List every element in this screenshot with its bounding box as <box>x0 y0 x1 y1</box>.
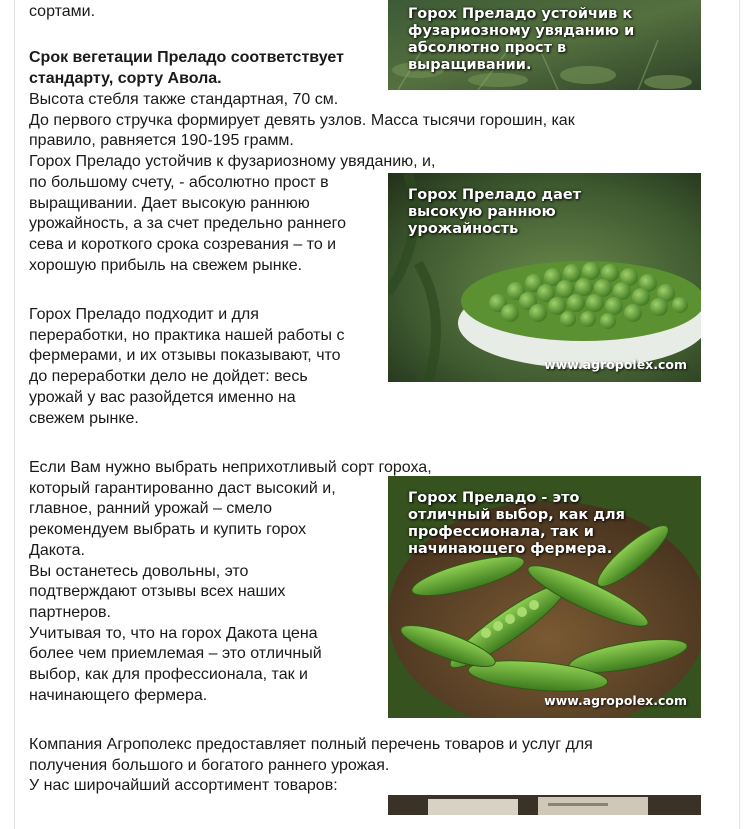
pea-bowl-watermark: www.agropolex.com <box>544 357 687 372</box>
pea-pods-image <box>388 476 701 718</box>
intro-tail: сортами. <box>29 3 96 20</box>
paragraph-1: Высота стебля также стандартная, 70 см. До первого стручка формирует девять узлов. Масса тысячи горошин, как правило, равняется 190-195 грамм. Горох Преладо устойчив к фузариозному увяданию, и, по большому счету, - абсолютно прост в выращивании. Дает высокую раннюю урожайность, а за счет предельно раннего сева и короткого срока созревания – то и хорошую прибыль на свежем рынке. <box>29 91 575 274</box>
product-image <box>388 795 701 815</box>
paragraph-4: Компания Агрополекс предоставляет полный перечень товаров и услуг для получения большого и богатого раннего урожая. У нас широчайший ассортимент товаров: <box>29 736 593 795</box>
paragraph-2: Горох Преладо подходит и для переработки, но практика нашей работы с фермерами, и их отзывы показывают, что до переработки дело не дойдет: весь урожай у вас разойдется именно на свежем рынке. <box>29 306 345 427</box>
pea-bowl-image <box>388 173 701 382</box>
section-heading: Срок вегетации Преладо соответствует стандарту, сорту Авола. <box>29 49 344 87</box>
pea-bowl-caption: Горох Преладо дает высокую раннюю урожайность <box>408 187 582 237</box>
pea-pods-watermark: www.agropolex.com <box>544 693 687 708</box>
pea-field-caption: Горох Преладо устойчив к фузариозному увяданию и абсолютно прост в выращивании. <box>408 6 635 73</box>
paragraph-3: Если Вам нужно выбрать неприхотливый сорт гороха, который гарантированно даст высокий и, главное, ранний урожай – смело рекомендуем выбрать и купить горох Дакота. Вы останетесь довольны, это подтверждают отзывы всех наших партнеров. Учитывая то, что на горох Дакота цена более чем приемлемая – это отличный выбор, как для профессионала, так и начинающего фермера. <box>29 459 432 704</box>
pea-field-image <box>388 0 701 90</box>
pea-pods-caption: Горох Преладо - это отличный выбор, как для профессионала, так и начинающего фермера. <box>408 490 625 557</box>
